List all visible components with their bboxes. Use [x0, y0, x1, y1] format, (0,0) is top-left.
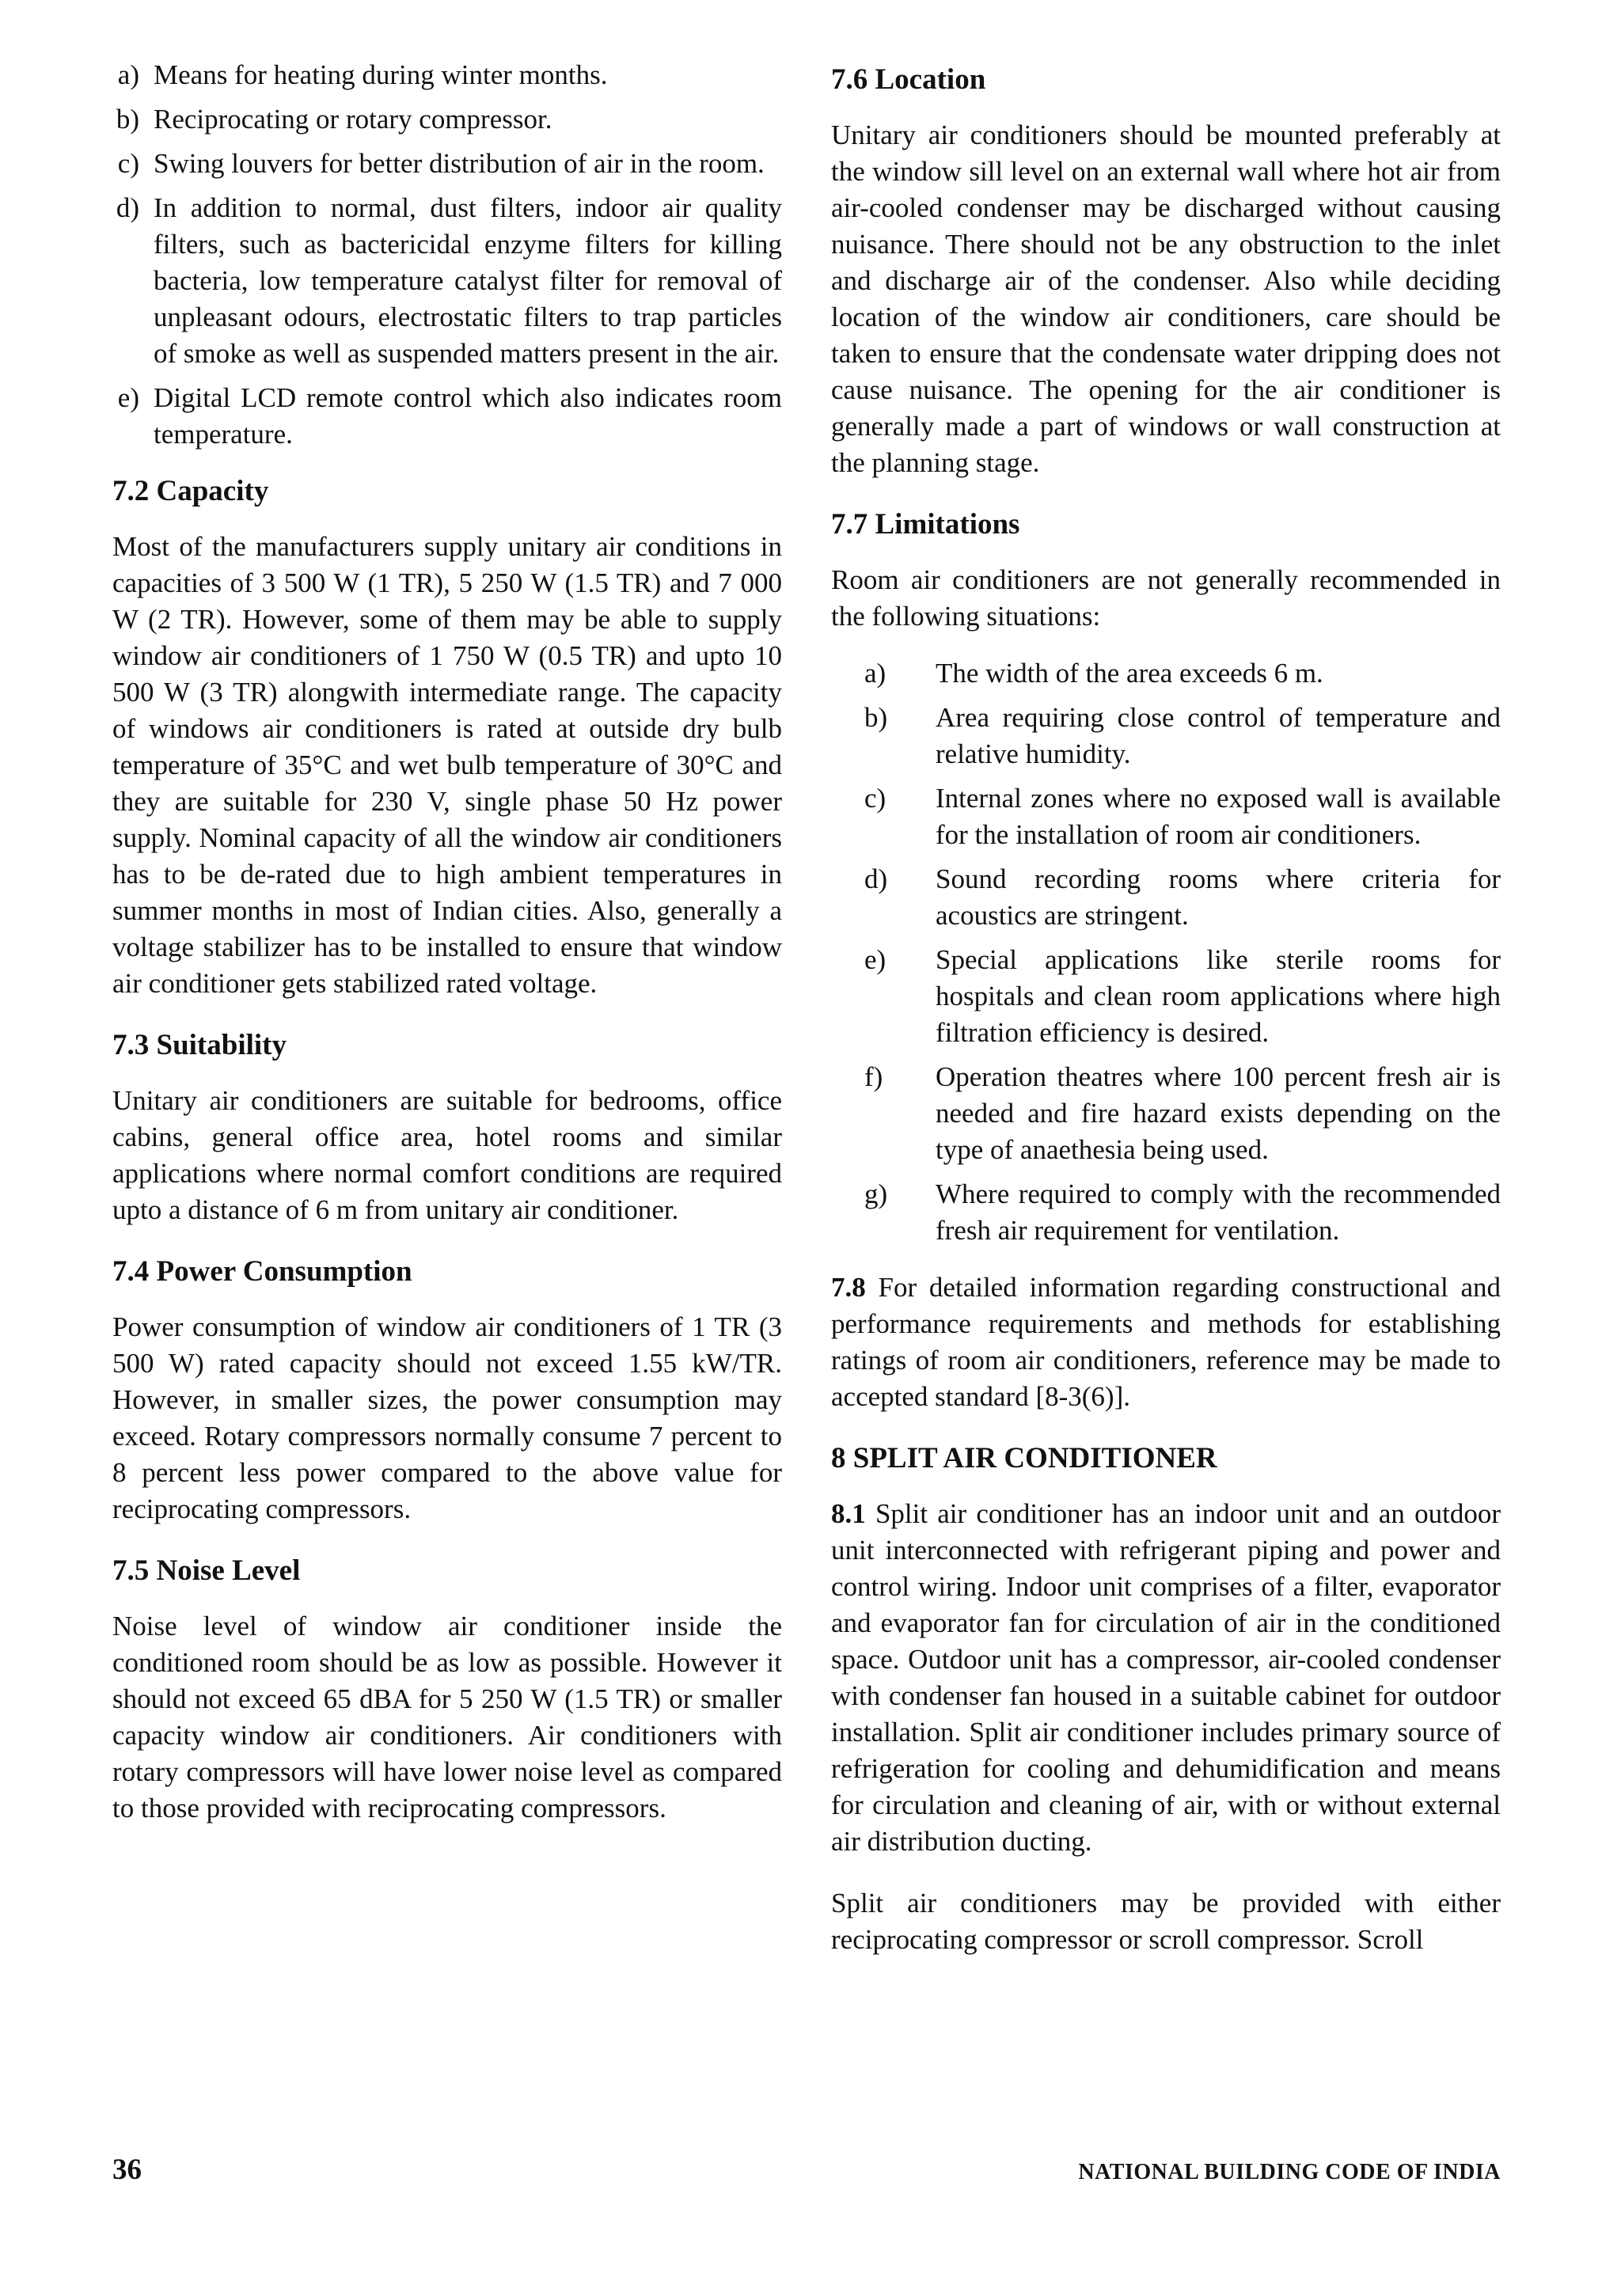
section-heading-limitations: 7.7 Limitations — [831, 508, 1020, 541]
paragraph-split-ac: 8.1 Split air conditioner has an indoor unit and an outdoor unit interconnected with refrigerant piping and power and control wiring. Indoor unit comprises of a filter, evaporator and evaporator fan for circulation of air in the conditioned space. Outdoor unit has a compressor, air-cooled condenser with condenser fan housed in a suitable cabinet for outdoor installation. Split air conditioner includes primary source of refrigeration for cooling and dehumidification and means for circulation and cleaning of air, with or without external air distribution ducting. — [831, 1498, 1501, 1857]
list-item: d) Sound recording rooms where criteria for acoustics are stringent. — [864, 863, 1501, 931]
section-heading-power-consumption: 7.4 Power Consumption — [112, 1255, 412, 1288]
section-heading-suitability: 7.3 Suitability — [112, 1029, 287, 1061]
list-item: g) Where required to comply with the recommended fresh air requirement for ventilation. — [864, 1178, 1501, 1246]
list-item: c) Swing louvers for better distribution of air in the room. — [117, 148, 765, 179]
section-heading-capacity: 7.2 Capacity — [112, 475, 269, 507]
list-item: e) Digital LCD remote control which also indicates room temperature. — [117, 382, 782, 450]
limitations-list — [831, 655, 1501, 1249]
list-item: d) In addition to normal, dust filters, indoor air quality filters, such as bactericidal enzyme filters for killing bacteria, low temperature catalyst filter for removal of unpleasant odours, electrostatic filters to trap particles of smoke as well as suspended matters present in the air. — [116, 192, 782, 369]
features-list — [112, 57, 782, 453]
clause-number: 8.1 — [831, 1498, 866, 1529]
list-item: a) Means for heating during winter months. — [117, 59, 608, 90]
clause-number: 7.8 — [831, 1272, 866, 1303]
paragraph-limitations-intro: Room air conditioners are not generally recommended in the following situations: — [831, 564, 1501, 632]
section-heading-location: 7.6 Location — [831, 63, 986, 96]
paragraph-suitability: Unitary air conditioners are suitable for bedrooms, office cabins, general office area, hotel rooms and similar applications where normal comfort conditions are required upto a distance of 6 m from unitary air conditioner. — [112, 1085, 782, 1225]
paragraph-noise-level: Noise level of window air conditioner inside the conditioned room should be as low as possible. However it should not exceed 65 dBA for 5 250 W (1.5 TR) or smaller capacity window air conditioners. Air conditioners with rotary compressors will have lower noise level as compared to those provided with reciprocating compressors. — [112, 1611, 782, 1824]
paragraph-split-ac-compressor: Split air conditioners may be provided with either reciprocating compressor or scroll compressor. Scroll — [831, 1888, 1501, 1955]
list-item: b) Reciprocating or rotary compressor. — [116, 104, 552, 135]
paragraph-capacity: Most of the manufacturers supply unitary air conditions in capacities of 3 500 W (1 TR), 5 250 W (1.5 TR) and 7 000 W (2 TR). However, some of them may be able to supply window air conditioners of 1 750 W (0.5 TR) and upto 10 500 W (3 TR) alongwith intermediate range. The capacity of windows air conditioners is rated at outside dry bulb temperature of 35°C and wet bulb temperature of 30°C and they are suitable for 230 V, single phase 50 Hz power supply. Nominal capacity of all the window air conditioners has to be de-rated due to high ambient temperatures in summer months in most of Indian cities. Also, generally a voltage stabilizer has to be installed to ensure that window air conditioner gets stabilized rated voltage. — [112, 531, 782, 999]
list-item: a) The width of the area exceeds 6 m. — [864, 658, 1323, 689]
section-heading-noise-level: 7.5 Noise Level — [112, 1554, 301, 1587]
paragraph-power-consumption: Power consumption of window air conditioners of 1 TR (3 500 W) rated capacity should not exceed 1.55 kW/TR. However, in smaller sizes, the power consumption may exceed. Rotary compressors normally consume 7 percent to 8 percent less power compared to the above value for reciprocating compressors. — [112, 1311, 782, 1524]
right-column — [831, 57, 1501, 1983]
footer-title: NATIONAL BUILDING CODE OF INDIA — [1078, 2160, 1501, 2184]
list-item: f) Operation theatres where 100 percent fresh air is needed and fire hazard exists depending on the type of anaethesia being used. — [864, 1061, 1501, 1165]
left-column — [112, 57, 782, 1852]
paragraph-location: Unitary air conditioners should be mounted preferably at the window sill level on an external wall where hot air from air-cooled condenser may be discharged without causing nuisance. There should not be any obstruction to the inlet and discharge air of the condenser. Also while deciding location of the window air conditioners, care should be taken to ensure that the condensate water dripping does not cause nuisance. The opening for the air conditioner is generally made a part of windows or wall construction at the planning stage. — [831, 120, 1501, 478]
list-item: e) Special applications like sterile rooms for hospitals and clean room applications where high filtration efficiency is desired. — [864, 944, 1501, 1048]
page-footer — [112, 2153, 1501, 2187]
page-number: 36 — [112, 2154, 142, 2186]
list-item: b) Area requiring close control of temperature and relative humidity. — [864, 702, 1501, 769]
paragraph-standard-reference: 7.8 For detailed information regarding constructional and performance requirements and methods for establishing ratings of room air conditioners, reference may be made to accepted standard [8-3(6)]. — [831, 1272, 1501, 1412]
section-heading-split-air-conditioner: 8 SPLIT AIR CONDITIONER — [831, 1442, 1217, 1474]
list-item: c) Internal zones where no exposed wall is available for the installation of room air conditioners. — [864, 783, 1501, 850]
